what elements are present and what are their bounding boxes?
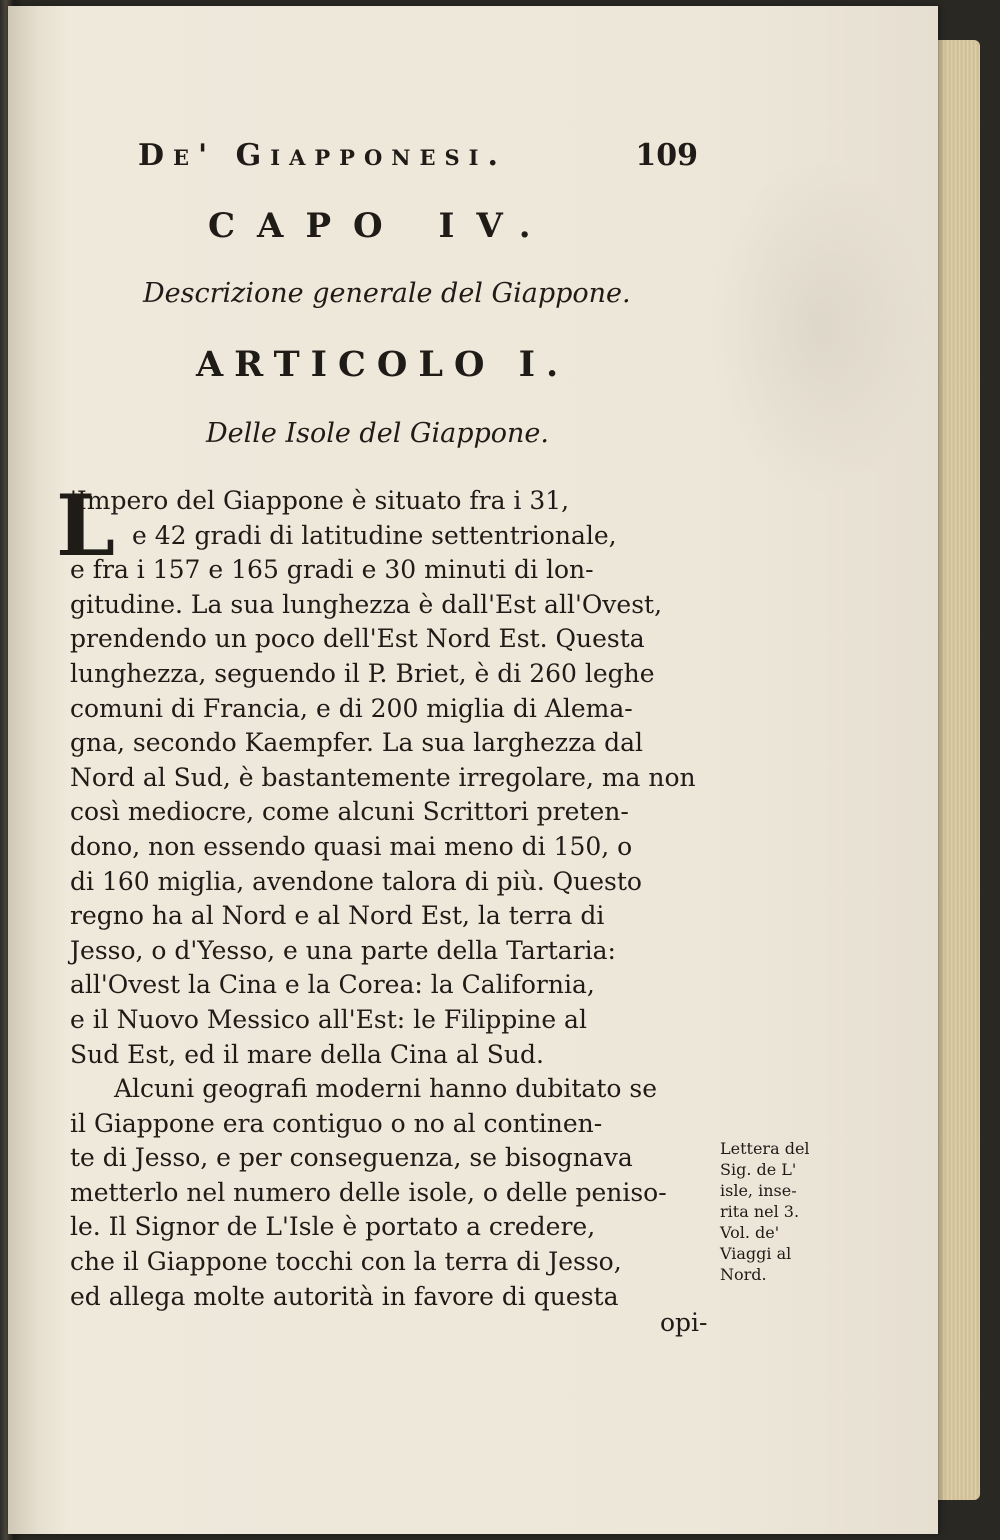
article-subtitle: Delle Isole del Giappone. bbox=[206, 418, 549, 449]
text-line: ed allega molte autorità in favore di questa bbox=[70, 1281, 619, 1311]
text-line: gna, secondo Kaempfer. La sua larghezza dal bbox=[70, 728, 643, 758]
running-head bbox=[138, 138, 698, 178]
note-line: Sig. de L' bbox=[720, 1160, 797, 1179]
text-line: 'Impero del Giappone è situato fra i 31, bbox=[70, 486, 570, 515]
text-line: gitudine. La sua lunghezza è dall'Est all'Ovest, bbox=[70, 589, 663, 619]
book-page bbox=[8, 6, 938, 1534]
marginal-note bbox=[720, 1138, 832, 1285]
chapter-heading: CAPO IV. bbox=[208, 206, 553, 246]
text-line: lunghezza, seguendo il P. Briet, è di 260 leghe bbox=[70, 658, 655, 688]
text-line: Sud Est, ed il mare della Cina al Sud. bbox=[70, 1039, 544, 1069]
text-line: Nord al Sud, è bastantemente irregolare, ma non bbox=[70, 762, 696, 792]
text-line: prendendo un poco dell'Est Nord Est. Questa bbox=[70, 624, 645, 654]
note-line: Nord. bbox=[720, 1265, 767, 1284]
drop-cap: L bbox=[56, 476, 116, 575]
body-text bbox=[70, 484, 720, 1314]
text-line: te di Jesso, e per conseguenza, se bisognava bbox=[70, 1143, 633, 1173]
text-line: di 160 miglia, avendone talora di più. Questo bbox=[70, 866, 642, 896]
note-line: isle, inse- bbox=[720, 1181, 797, 1200]
text-line: dono, non essendo quasi mai meno di 150, o bbox=[70, 831, 633, 861]
note-line: Lettera del bbox=[720, 1139, 810, 1158]
text-line: all'Ovest la Cina e la Corea: la California, bbox=[70, 970, 595, 1000]
text-line: comuni di Francia, e di 200 miglia di Alema- bbox=[70, 693, 633, 723]
text-line: e il Nuovo Messico all'Est: le Filippine al bbox=[70, 1004, 587, 1034]
note-line: Vol. de' bbox=[720, 1223, 780, 1242]
text-line: il Giappone era contiguo o no al continen- bbox=[70, 1108, 603, 1138]
text-line: e fra i 157 e 165 gradi e 30 minuti di lon- bbox=[70, 555, 594, 585]
article-heading: ARTICOLO I. bbox=[196, 344, 570, 385]
show-through bbox=[708, 156, 928, 496]
note-line: Viaggi al bbox=[720, 1244, 792, 1263]
text-line: le. Il Signor de L'Isle è portato a credere, bbox=[70, 1212, 596, 1242]
text-line: così mediocre, come alcuni Scrittori preten- bbox=[70, 797, 629, 827]
text-line: Jesso, o d'Yesso, e una parte della Tartaria: bbox=[70, 935, 616, 965]
catchword: opi- bbox=[660, 1308, 708, 1337]
note-line: rita nel 3. bbox=[720, 1202, 800, 1221]
text-line: Alcuni geografi moderni hanno dubitato se bbox=[114, 1074, 658, 1104]
text-line: regno ha al Nord e al Nord Est, la terra di bbox=[70, 901, 605, 931]
text-line: che il Giappone tocchi con la terra di Jesso, bbox=[70, 1247, 622, 1277]
chapter-subtitle: Descrizione generale del Giappone. bbox=[143, 278, 631, 309]
page-number: 109 bbox=[635, 138, 698, 173]
text-line: e 42 gradi di latitudine settentrionale, bbox=[132, 520, 617, 550]
text-line: metterlo nel numero delle isole, o delle peniso- bbox=[70, 1177, 667, 1207]
running-title: De' Giapponesi. bbox=[138, 138, 507, 173]
